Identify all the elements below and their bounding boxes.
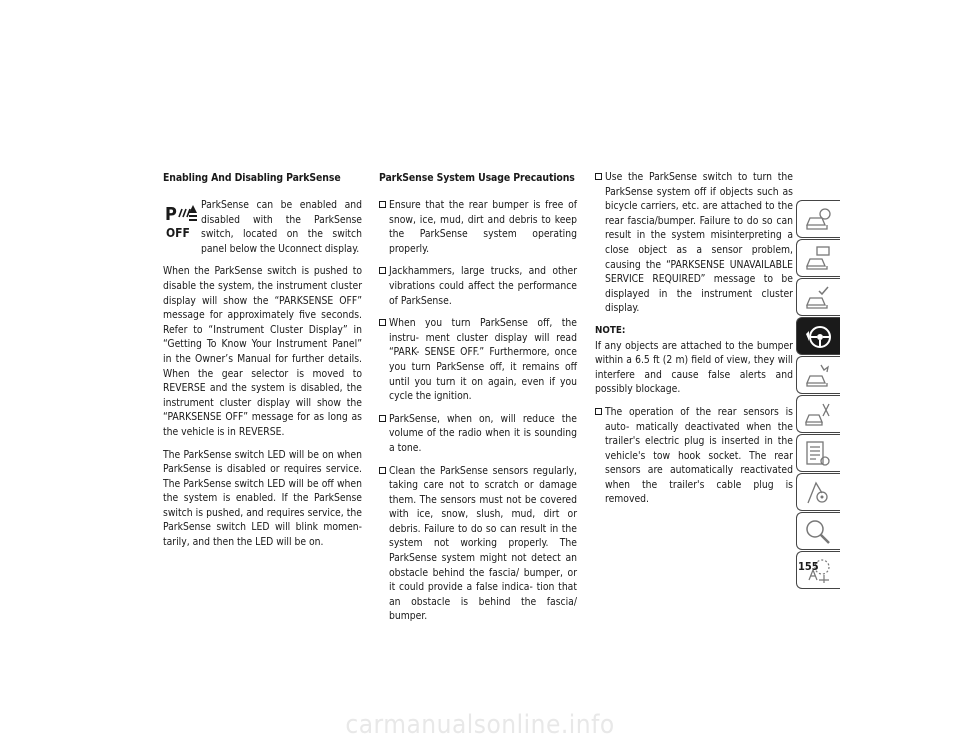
tab-car-info[interactable] <box>796 200 840 238</box>
tab-car-check[interactable] <box>796 278 840 316</box>
svg-text:P: P <box>165 204 177 225</box>
chapter-tabs <box>796 200 840 590</box>
car-check-icon <box>803 283 833 313</box>
checkbox-bullet-icon <box>379 201 386 208</box>
tab-maintenance-list[interactable] <box>796 434 840 472</box>
note-label: NOTE: <box>595 324 626 336</box>
paragraph: When the ParkSense switch is pushed to disable the system, the instrument cluster display will show the “PARKSENSE OFF” message for approximately five seconds. Refer to “Instrument Cluster Display” in “Getting To Know Your Instrument Panel” in the Owner’s Manual for further details. When the gear selector is moved to REVERSE and the system is disabled, the instrument cluster display will show the “PARKSENSE OFF” message for as long as the vehicle is in REVERSE. <box>163 265 362 438</box>
car-crash-icon <box>803 361 833 391</box>
tab-car-service[interactable] <box>796 395 840 433</box>
tab-steering-wheel[interactable] <box>796 317 840 355</box>
note-text: If any objects are attached to the bumper within a 6.5 ft (2 m) field of view, they will interfere and cause false alerts and possibly blockage. <box>595 339 793 396</box>
magnifier-icon <box>803 517 833 547</box>
checkbox-bullet-icon <box>379 267 386 274</box>
parksense-intro <box>163 198 362 256</box>
checkbox-bullet-icon <box>379 319 386 326</box>
column-precautions-continued <box>595 170 793 515</box>
checkbox-bullet-icon <box>379 415 386 422</box>
list-item: Use the ParkSense switch to turn the ParkSense system off if objects such as bicycle carriers, etc. are attached to the rear fascia/bumper. Failure to do so can result in the system misinterpreting a close object as a sensor problem, causing the “PARKSENSE UNAVAILABLE SERVICE REQUIRED” message to be displayed in the instrument cluster display. <box>595 170 793 316</box>
checkbox-bullet-icon <box>595 408 602 415</box>
list-item: ParkSense, when on, will reduce the volume of the radio when it is sounding a tone. <box>379 412 577 456</box>
column-precautions <box>379 170 577 632</box>
multimedia-icon <box>803 478 833 508</box>
tab-car-crash[interactable] <box>796 356 840 394</box>
car-service-icon <box>803 400 833 430</box>
tab-car-message[interactable] <box>796 239 840 277</box>
precautions-list-continued <box>595 170 793 316</box>
checkbox-bullet-icon <box>595 173 602 180</box>
column-enabling-disabling <box>163 170 362 558</box>
page-number: 155 <box>798 560 819 573</box>
intro-text: ParkSense can be enabled and disabled with the ParkSense switch, located on the switch panel below the Uconnect display. <box>201 199 362 255</box>
parksense-off-icon <box>163 198 201 250</box>
list-item: When you turn ParkSense off, the instru- ment cluster display will read “PARK- SENSE OFF.” Furthermore, once you turn ParkSense off, it remains off until you turn it on again, even if you cycle the ignition. <box>379 316 577 404</box>
paragraph: The ParkSense switch LED will be on when ParkSense is disabled or requires service. The ParkSense switch LED will be off when the system is enabled. If the ParkSense switch is pushed, and requires service, the ParkSense switch LED will blink momen- tarily, and then the LED will be on. <box>163 448 362 549</box>
steering-wheel-icon <box>803 322 833 352</box>
car-info-icon <box>803 205 833 235</box>
list-item: Jackhammers, large trucks, and other vibrations could affect the performance of ParkSense. <box>379 264 577 308</box>
precautions-list <box>379 198 577 624</box>
tab-magnifier[interactable] <box>796 512 840 550</box>
section-heading-enabling: Enabling And Disabling ParkSense <box>163 172 341 184</box>
maintenance-list-icon <box>803 439 833 469</box>
tab-multimedia[interactable] <box>796 473 840 511</box>
list-item: Clean the ParkSense sensors regularly, taking care not to scratch or damage them. The sensors must not be covered with ice, snow, slush, mud, dirt or debris. Failure to do so can result in the system not working properly. The ParkSense system might not detect an obstacle behind the fascia/ bumper, or it could provide a false indica- tion that an obstacle is behind the fascia/ bumper. <box>379 464 577 625</box>
parksense-off-label: OFF <box>166 226 190 240</box>
checkbox-bullet-icon <box>379 467 386 474</box>
section-heading-precautions: ParkSense System Usage Precautions <box>379 172 575 184</box>
precautions-list-final <box>595 405 793 507</box>
list-item: The operation of the rear sensors is auto- matically deactivated when the trailer's electric plug is inserted in the vehicle's tow hook socket. The rear sensors are automatically reactivated when the trailer's cable plug is removed. <box>595 405 793 507</box>
watermark: carmanualsonline.info <box>345 710 615 740</box>
car-message-icon <box>803 244 833 274</box>
list-item: Ensure that the rear bumper is free of snow, ice, mud, dirt and debris to keep the ParkSense system operating properly. <box>379 198 577 256</box>
